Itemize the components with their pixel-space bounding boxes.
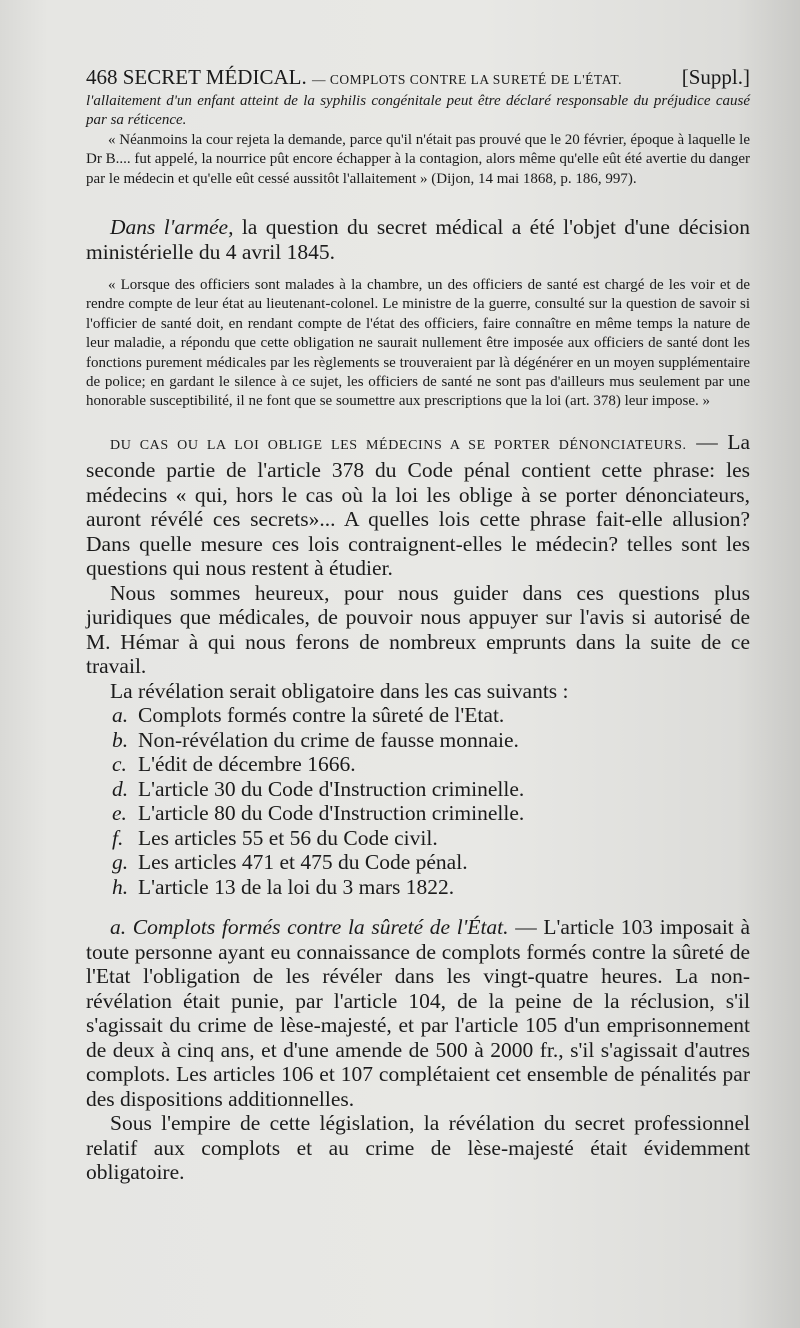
list-item: [86, 703, 750, 728]
list-item: [86, 752, 750, 777]
list-item-letter: f.: [112, 825, 124, 850]
complots-italic-lead: a. Complots formés contre la sûreté de l'État.: [110, 915, 509, 940]
hemar-paragraph: Nous sommes heureux, pour nous guider dans ces questions plus juridiques que médicales, de pouvoir nous appuyer sur l'avis si autorisé de M. Hémar à qui nous ferons de nombreux emprunts dans la suite de ce travail.: [86, 580, 750, 679]
list-item-letter: h.: [112, 874, 129, 899]
cases-list: [86, 703, 750, 899]
list-intro: La révélation serait obligatoire dans les cas suivants :: [110, 678, 569, 703]
list-item-text: Les articles 55 et 56 du Code civil.: [138, 825, 438, 850]
list-item: [86, 777, 750, 802]
list-item: [86, 728, 750, 753]
top-quote: « Néanmoins la cour rejeta la demande, parce qu'il n'était pas prouvé que le 20 février, époque à laquelle le Dr B.... fut appelé, la nourrice pût encore échapper à la contagion, alors même qu'elle eût été avertie du danger par le médecin et qu'elle eût cessé aussitôt l'allaitement » (Dijon, 14 mai 1868, p. 186, 997).: [86, 131, 750, 187]
header-subtitle: — COMPLOTS CONTRE LA SURETÉ DE L'ÉTAT.: [311, 72, 622, 87]
complots-section: [86, 915, 750, 1185]
list-item-text: L'édit de décembre 1666.: [138, 752, 356, 777]
page-number: 468: [86, 65, 118, 89]
list-item: [86, 801, 750, 826]
army-quote-block: [86, 276, 750, 412]
header-left: [86, 62, 622, 95]
header-tag: [Suppl.]: [681, 65, 750, 89]
list-item-letter: g.: [112, 850, 129, 875]
list-item-letter: c.: [112, 752, 127, 777]
list-item-letter: d.: [112, 776, 129, 801]
list-item-letter: e.: [112, 801, 127, 826]
army-text: la question du secret médical a été l'objet d'une décision ministérielle du 4 avril 1845.: [86, 215, 750, 264]
complots-text: — L'article 103 imposait à toute personne ayant eu connaissance de complots formés contre la sûreté de l'Etat l'obligation de les révéler dans les vingt-quatre heures. La non-révélation était punie, par l'article 104, de la peine de la réclusion, s'il s'agissait du crime de lèse-majesté, et par l'article 105 d'un emprisonnement de deux à cinq ans, et d'une amende de 500 à 2000 fr., s'il s'agissait d'autres complots. Les articles 106 et 107 complétaient cet ensemble de pénalités par des dispositions additionnelles.: [86, 915, 751, 1111]
section-heading-dash: —: [686, 429, 728, 454]
army-italic-lead: Dans l'armée,: [110, 215, 234, 240]
list-item: [86, 826, 750, 851]
section-heading: DU CAS OU LA LOI OBLIGE LES MÉDECINS A SE PORTER DÉNONCIATEURS.: [110, 437, 687, 453]
list-item-letter: a.: [112, 703, 129, 728]
top-passage: [86, 92, 750, 189]
page-content: [86, 62, 750, 1185]
list-item-text: L'article 80 du Code d'Instruction criminelle.: [138, 801, 525, 826]
list-item: [86, 875, 750, 900]
list-item: [86, 850, 750, 875]
army-quote: « Lorsque des officiers sont malades à la chambre, un des officiers de santé est chargé de les voir et de rendre compte de leur état au lieutenant-colonel. Le ministre de la guerre, consulté sur la question de savoir si l'officier de santé doit, en rendant compte de l'état des officiers, faire connaître en même temps la nature de leur maladie, a répondu que cette obligation ne saurait nullement être imposée aux officiers de santé dont les fonctions purement médicales par les règlements se trouveraient par là dégénérer en un moyen supplémentaire de police; en gardant le silence à ce sujet, les officiers de santé ne sont pas d'ailleurs mus seulement par une honorable susceptibilité, il ne font que se soumettre aux prescriptions que la loi (art. 378) leur impose. »: [86, 277, 750, 410]
list-item-letter: b.: [112, 727, 129, 752]
top-italic-text: l'allaitement d'un enfant atteint de la syphilis congénitale peut être déclaré responsable du préjudice causé par sa réticence.: [86, 93, 750, 129]
running-header: [86, 62, 750, 92]
section-text: La seconde partie de l'article 378 du Code pénal contient cette phrase: les médecins « qui, hors le cas où la loi les oblige à se porter dénonciateurs, auront révélé ces secrets»... A quelles lois cette phrase fait-elle allusion? Dans quelle mesure ces lois contraignent-elles le médecin? telles sont les questions qui nous restent à étudier.: [86, 429, 751, 581]
closing-paragraph: Sous l'empire de cette législation, la révélation du secret professionnel relatif aux complots et au crime de lèse-majesté était évidemment obligatoire.: [86, 1111, 750, 1185]
list-item-text: Non-révélation du crime de fausse monnaie.: [138, 727, 519, 752]
header-title: SECRET MÉDICAL.: [122, 65, 307, 89]
list-item-text: L'article 13 de la loi du 3 mars 1822.: [138, 874, 455, 899]
section-paragraph: [86, 430, 750, 704]
list-item-text: L'article 30 du Code d'Instruction criminelle.: [138, 776, 525, 801]
army-paragraph: [86, 215, 750, 264]
list-item-text: Les articles 471 et 475 du Code pénal.: [138, 850, 468, 875]
list-item-text: Complots formés contre la sûreté de l'Etat.: [138, 703, 505, 728]
